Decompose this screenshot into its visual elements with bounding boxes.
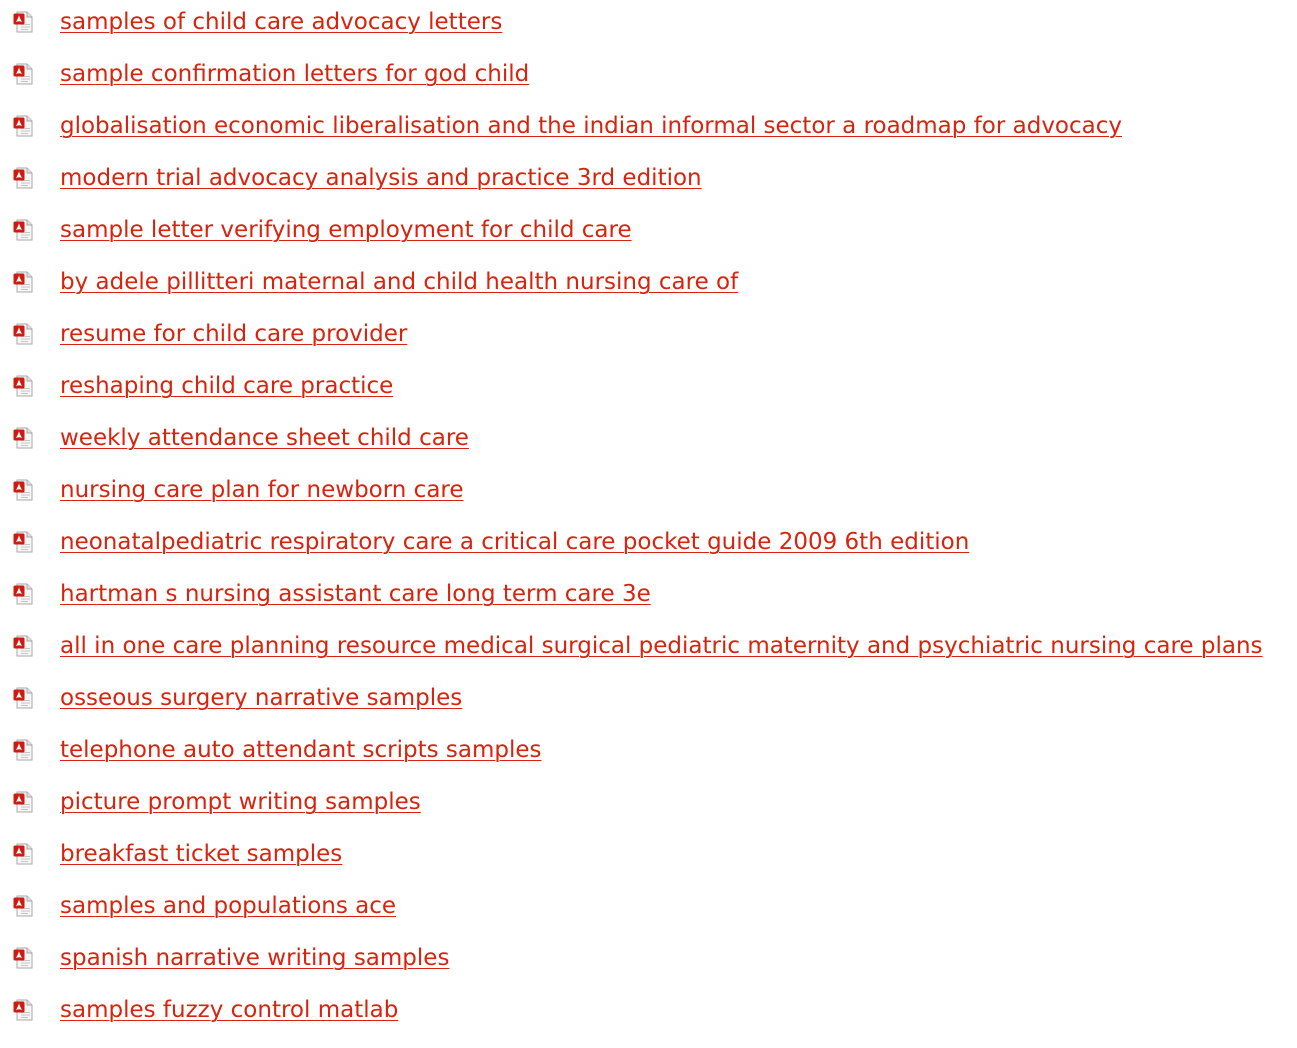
- pdf-file-icon: [12, 114, 36, 138]
- pdf-file-icon: [12, 426, 36, 450]
- pdf-file-icon: [12, 738, 36, 762]
- document-link[interactable]: by adele pillitteri maternal and child health nursing care of: [60, 269, 739, 295]
- pdf-file-icon: [12, 686, 36, 710]
- document-link[interactable]: osseous surgery narrative samples: [60, 685, 463, 711]
- pdf-file-icon: [12, 634, 36, 658]
- pdf-file-icon: [12, 946, 36, 970]
- document-link[interactable]: neonatalpediatric respiratory care a critical care pocket guide 2009 6th edition: [60, 529, 970, 555]
- pdf-file-icon: [12, 894, 36, 918]
- pdf-file-icon: [12, 166, 36, 190]
- list-item: [0, 372, 1297, 424]
- list-item: [0, 528, 1297, 580]
- document-link[interactable]: sample confirmation letters for god child: [60, 61, 530, 87]
- list-item: [0, 944, 1297, 996]
- document-link[interactable]: resume for child care provider: [60, 321, 408, 347]
- list-item: [0, 632, 1297, 684]
- list-item: [0, 684, 1297, 736]
- pdf-file-icon: [12, 270, 36, 294]
- list-item: [0, 320, 1297, 372]
- document-link[interactable]: samples fuzzy control matlab: [60, 997, 399, 1023]
- pdf-file-icon: [12, 322, 36, 346]
- list-item: [0, 840, 1297, 892]
- pdf-file-icon: [12, 374, 36, 398]
- document-link[interactable]: picture prompt writing samples: [60, 789, 421, 815]
- pdf-file-icon: [12, 998, 36, 1022]
- pdf-file-icon: [12, 582, 36, 606]
- document-link[interactable]: reshaping child care practice: [60, 373, 394, 399]
- pdf-file-icon: [12, 62, 36, 86]
- list-item: [0, 580, 1297, 632]
- list-item: [0, 112, 1297, 164]
- list-item: [0, 476, 1297, 528]
- pdf-file-icon: [12, 530, 36, 554]
- document-link[interactable]: all in one care planning resource medical surgical pediatric maternity and psychiatric nursing care plans: [60, 633, 1263, 659]
- document-link[interactable]: weekly attendance sheet child care: [60, 425, 469, 451]
- pdf-file-icon: [12, 842, 36, 866]
- list-item: [0, 788, 1297, 840]
- list-item: [0, 8, 1297, 60]
- list-item: [0, 164, 1297, 216]
- list-item: [0, 268, 1297, 320]
- pdf-file-icon: [12, 10, 36, 34]
- list-item: [0, 892, 1297, 944]
- list-item: [0, 736, 1297, 788]
- list-item: [0, 996, 1297, 1048]
- pdf-file-icon: [12, 478, 36, 502]
- document-link[interactable]: telephone auto attendant scripts samples: [60, 737, 542, 763]
- pdf-file-icon: [12, 790, 36, 814]
- document-link[interactable]: sample letter verifying employment for child care: [60, 217, 632, 243]
- document-link[interactable]: modern trial advocacy analysis and practice 3rd edition: [60, 165, 702, 191]
- document-link[interactable]: samples and populations ace: [60, 893, 397, 919]
- document-link[interactable]: breakfast ticket samples: [60, 841, 343, 867]
- document-link[interactable]: spanish narrative writing samples: [60, 945, 450, 971]
- document-link[interactable]: globalisation economic liberalisation and the indian informal sector a roadmap for advocacy: [60, 113, 1122, 139]
- document-link[interactable]: hartman s nursing assistant care long term care 3e: [60, 581, 651, 607]
- document-link[interactable]: samples of child care advocacy letters: [60, 9, 503, 35]
- list-item: [0, 60, 1297, 112]
- list-item: [0, 216, 1297, 268]
- document-link[interactable]: nursing care plan for newborn care: [60, 477, 464, 503]
- list-item: [0, 424, 1297, 476]
- pdf-file-icon: [12, 218, 36, 242]
